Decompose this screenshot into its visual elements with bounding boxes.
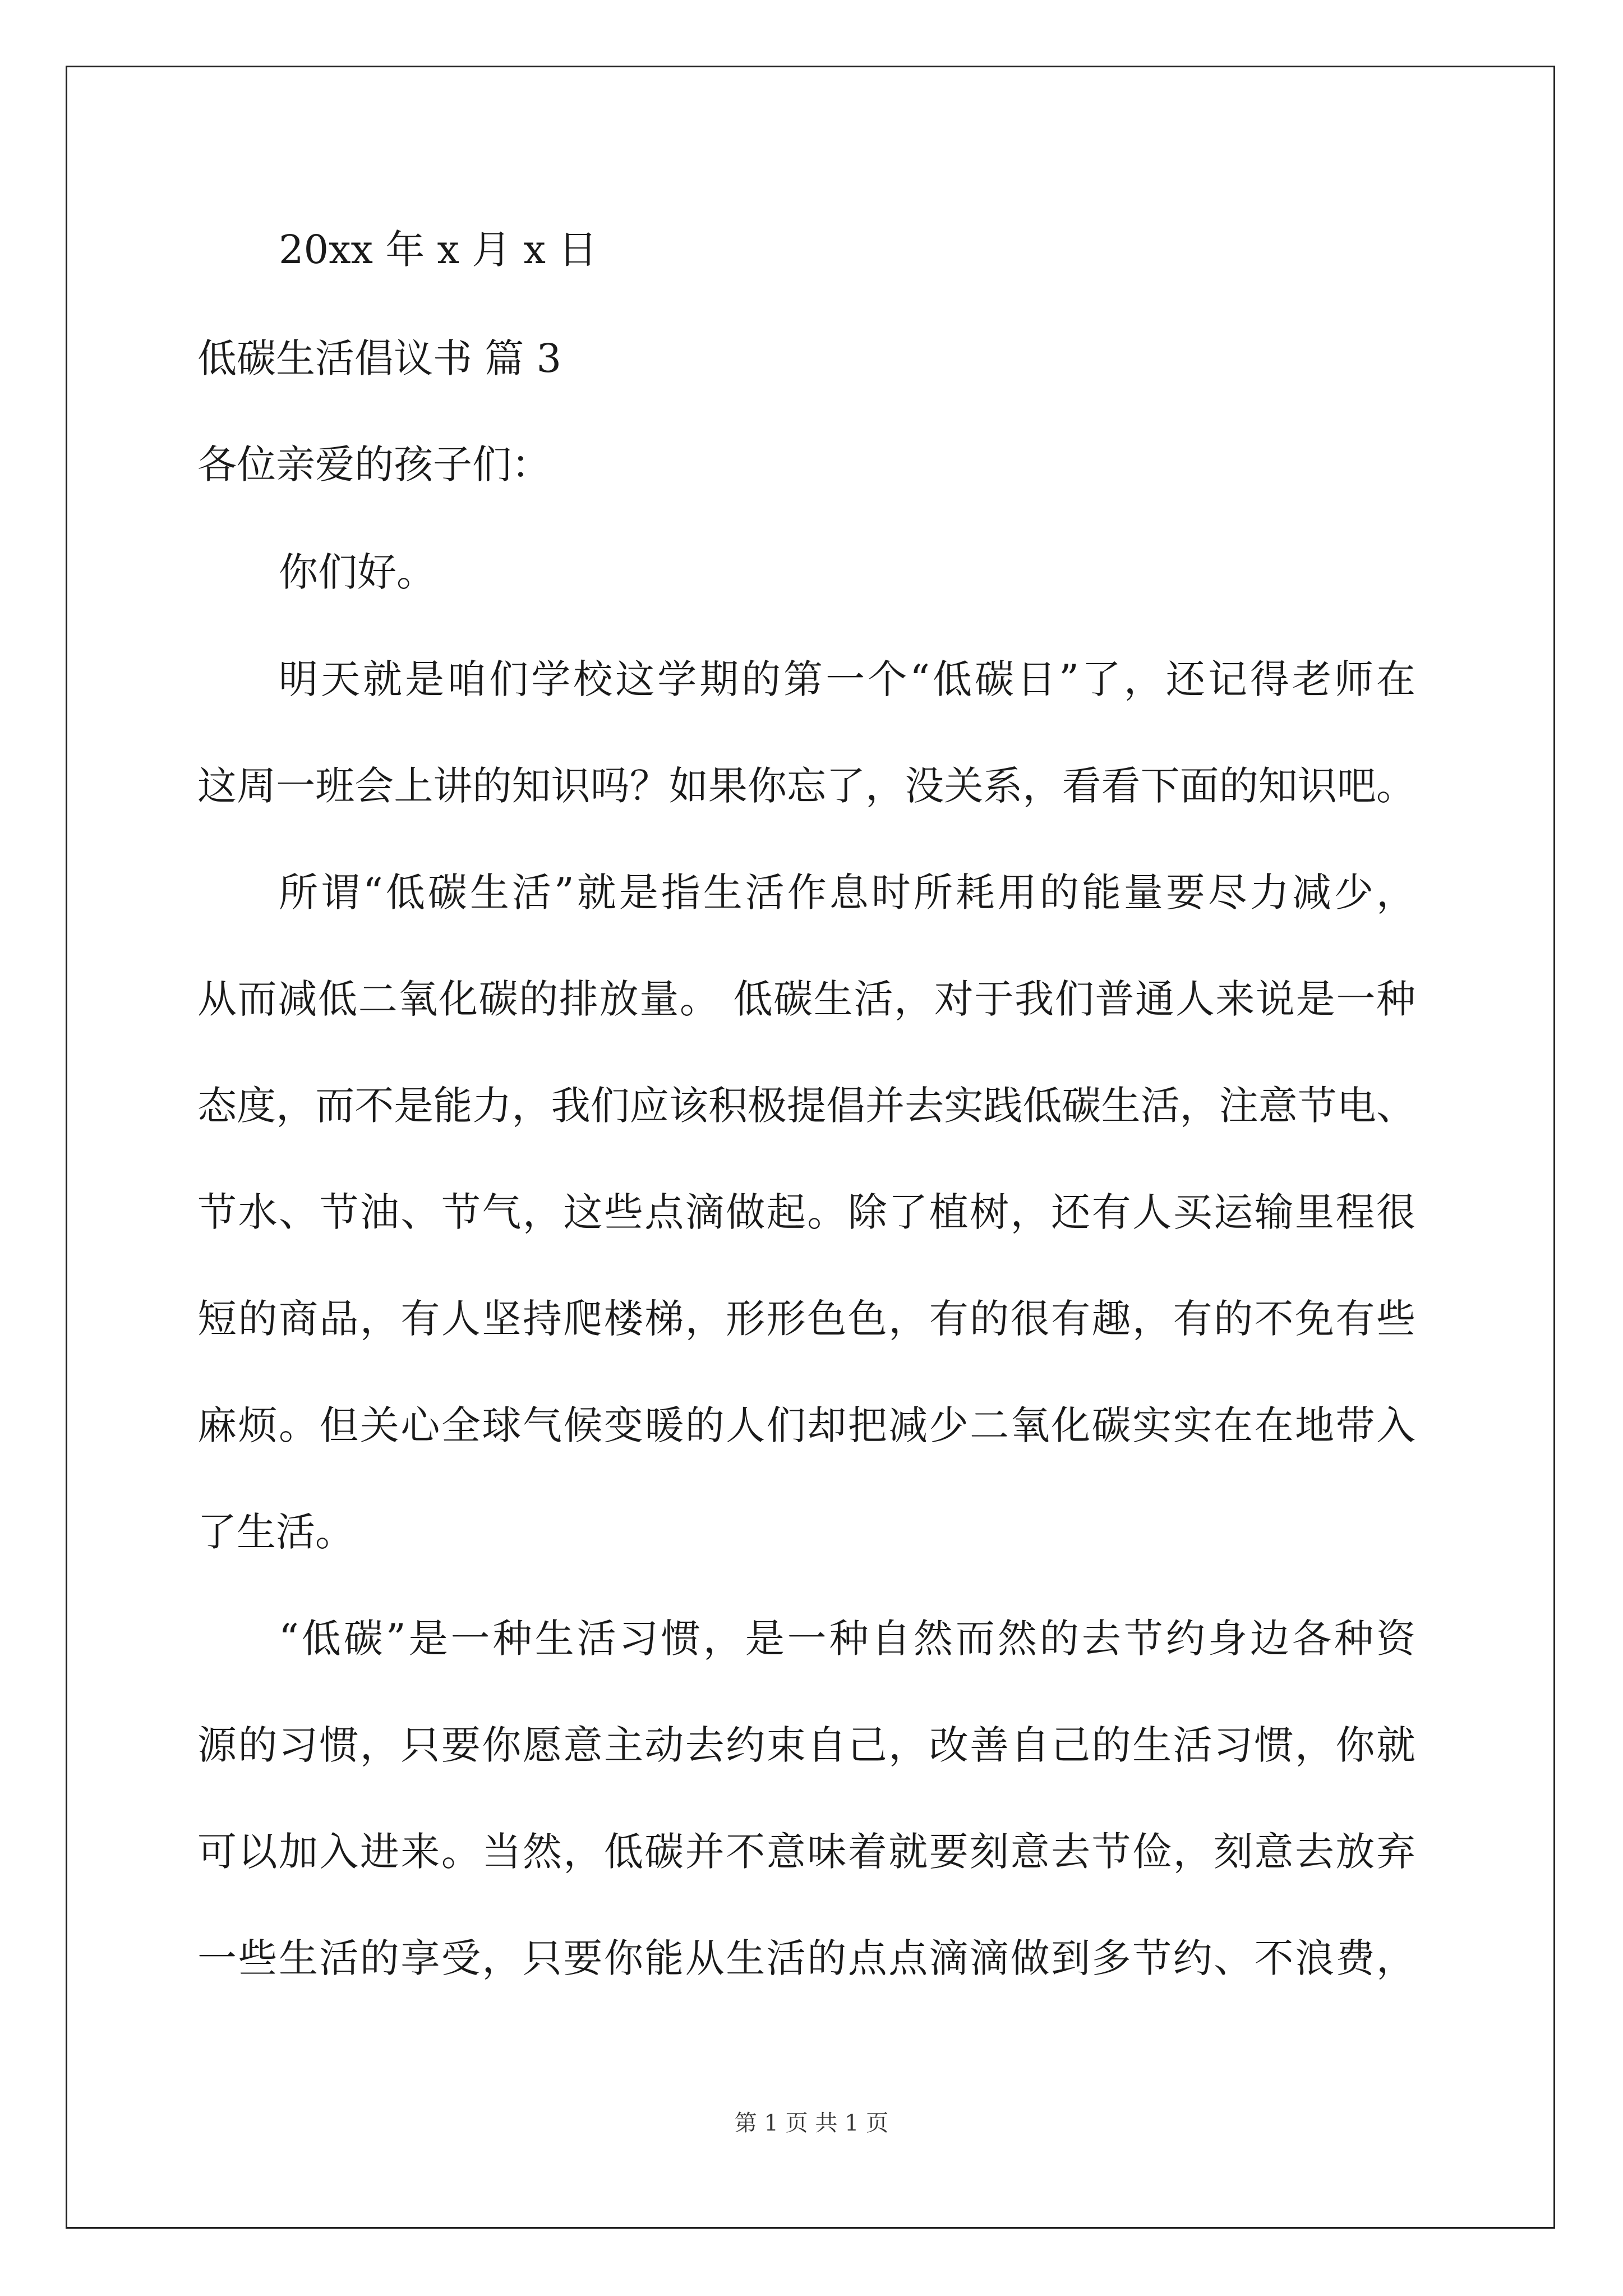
paragraph-3-line-2: 源的习惯，只要你愿意主动去约束自己，改善自己的生活习惯，你就 xyxy=(197,1722,1415,1768)
paragraph-2-line-7: 了生活。 xyxy=(197,1509,354,1555)
paragraph-2-line-5: 短的商品，有人坚持爬楼梯，形形色色，有的很有趣，有的不免有些 xyxy=(197,1296,1415,1342)
date-line: 20xx 年 x 月 x 日 xyxy=(279,227,598,273)
page-number-footer: 第 1 页 共 1 页 xyxy=(734,2110,889,2136)
salutation: 各位亲爱的孩子们： xyxy=(197,441,551,487)
paragraph-3-line-3: 可以加入进来。当然，低碳并不意味着就要刻意去节俭，刻意去放弃 xyxy=(197,1829,1415,1875)
paragraph-2-line-1: 所谓“低碳生活”就是指生活作息时所耗用的能量要尽力减少， xyxy=(279,869,1415,915)
page-frame xyxy=(66,66,1555,2229)
paragraph-3-line-4: 一些生活的享受，只要你能从生活的点点滴滴做到多节约、不浪费， xyxy=(197,1935,1415,1981)
paragraph-2-line-2: 从而减低二氧化碳的排放量。 低碳生活，对于我们普通人来说是一种 xyxy=(197,976,1415,1022)
paragraph-1-line-2: 这周一班会上讲的知识吗？如果你忘了，没关系，看看下面的知识吧。 xyxy=(197,763,1415,809)
paragraph-2-line-3: 态度，而不是能力，我们应该积极提倡并去实践低碳生活，注意节电、 xyxy=(197,1083,1415,1129)
paragraph-1-line-1: 明天就是咱们学校这学期的第一个“低碳日”了，还记得老师在 xyxy=(279,656,1415,702)
paragraph-2-line-6: 麻烦。但关心全球气候变暖的人们却把减少二氧化碳实实在在地带入 xyxy=(197,1402,1415,1448)
greeting: 你们好。 xyxy=(279,549,436,595)
document-title: 低碳生活倡议书 篇 3 xyxy=(197,335,562,381)
paragraph-3-line-1: “低碳”是一种生活习惯，是一种自然而然的去节约身边各种资 xyxy=(279,1616,1415,1662)
paragraph-2-line-4: 节水、节油、节气，这些点滴做起。除了植树，还有人买运输里程很 xyxy=(197,1189,1415,1235)
